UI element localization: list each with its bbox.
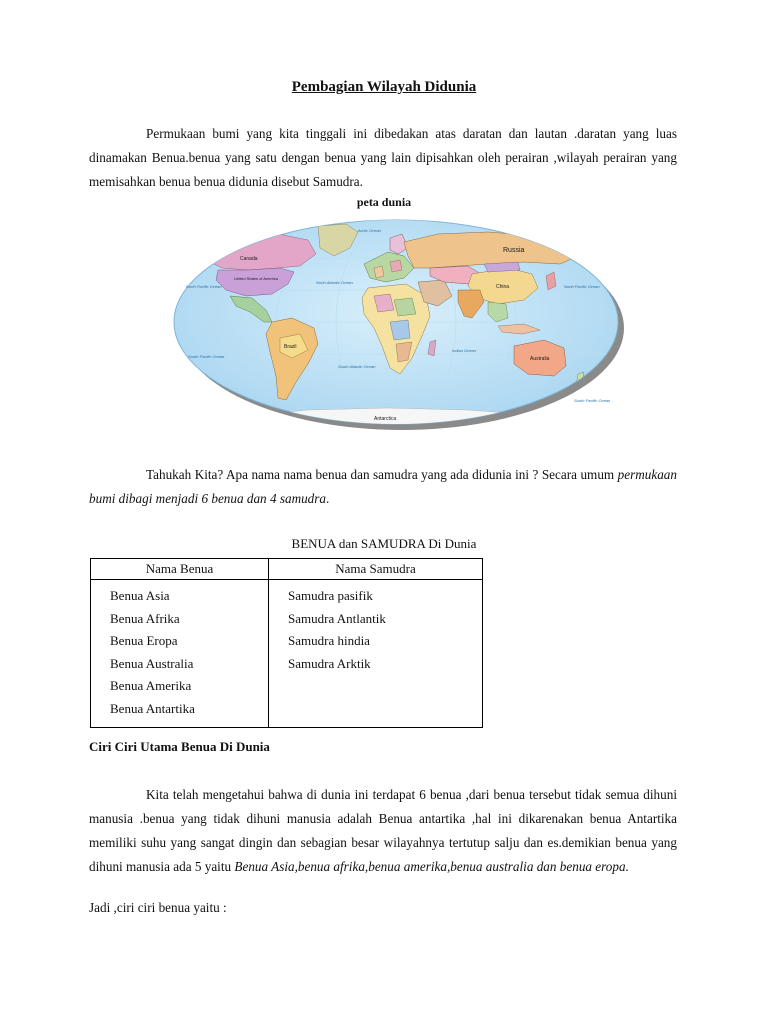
question-paragraph (89, 463, 677, 511)
map-label-china: China (496, 284, 510, 290)
list-item: Samudra Arktik (288, 655, 371, 671)
benua-cell (91, 580, 269, 728)
list-item: Benua Afrika (110, 610, 180, 626)
world-map-image (168, 218, 630, 432)
map-label-south-pacific-right: South Pacific Ocean (574, 398, 611, 403)
map-label-north-pacific-left: North Pacific Ocean (186, 284, 222, 289)
page-title: Pembagian Wilayah Didunia (291, 79, 477, 95)
body-text: Kita telah mengetahui bahwa di dunia ini terdapat 6 benua ,dari benua tersebut tidak semua dihuni manusia .benua yang tidak dihuni manusia adalah Benua antartika ,hal ini dikarenakan benua Antartika memiliki suhu yang sangat dingin dan sebagian besar wilayahnya tertutup salju dan es.demikian benua yang dihuni manusia ada 5 yaitu (89, 787, 677, 874)
map-label-antarctica: Antarctica (374, 416, 397, 422)
question-italic-text: permukaan bumi dibagi menjadi 6 benua dan 4 samudra (89, 467, 677, 506)
map-label-brazil: Brazil (284, 344, 297, 350)
table-title: BENUA dan SAMUDRA Di Dunia (291, 536, 477, 551)
map-label-north-pacific-right: North Pacific Ocean (564, 284, 600, 289)
list-item: Samudra pasifik (288, 588, 373, 603)
intro-paragraph: Permukaan bumi yang kita tinggali ini dibedakan atas daratan dan lautan .daratan yang luas dinamakan Benua.benua yang satu dengan benua yang lain dipisahkan oleh perairan ,wilayah perairan yang memisahkan benua benua didunia disebut Samudra. (89, 126, 677, 189)
russia-shape (404, 232, 578, 268)
header-nama-benua: Nama Benua (91, 559, 269, 580)
continents-oceans-table (90, 558, 483, 728)
list-item: Samudra hindia (288, 633, 370, 649)
list-item: Benua Amerika (110, 678, 192, 694)
section-heading: Ciri Ciri Utama Benua Di Dunia (89, 739, 270, 754)
closing-line: Jadi ,ciri ciri benua yaitu : (89, 900, 227, 915)
header-nama-samudra: Nama Samudra (269, 559, 483, 580)
benua-list (91, 580, 268, 727)
question-end: . (326, 491, 330, 506)
map-label-south-pacific-left: South Pacific Ocean (188, 354, 225, 359)
body-italic-text: Benua Asia,benua afrika,benua amerika,benua australia dan benua eropa. (234, 859, 629, 874)
body-paragraph (89, 783, 677, 879)
list-item: Benua Australia (110, 655, 194, 671)
map-label-south-atlantic: South Atlantic Ocean (338, 364, 376, 369)
table-row (91, 580, 483, 728)
list-item: Benua Asia (110, 588, 170, 603)
map-label-arctic: Arctic Ocean (358, 228, 381, 233)
map-label-canada: Canada (240, 256, 258, 262)
samudra-list (269, 580, 482, 681)
list-item: Samudra Antlantik (288, 610, 386, 626)
question-text: Tahukah Kita? Apa nama nama benua dan samudra yang ada didunia ini ? Secara umum (146, 467, 618, 482)
list-item: Benua Antartika (110, 700, 195, 716)
map-caption: peta dunia (356, 195, 412, 209)
world-map (168, 218, 630, 432)
map-label-usa: United States of America (234, 276, 279, 281)
canada-shape (206, 234, 316, 270)
map-label-indian: Indian Ocean (452, 348, 476, 353)
map-label-north-atlantic: North Atlantic Ocean (316, 280, 353, 285)
map-label-russia: Russia (503, 247, 525, 254)
map-label-australia: Australia (530, 356, 550, 362)
samudra-cell (269, 580, 483, 728)
list-item: Benua Eropa (110, 633, 178, 649)
table-header-row (91, 559, 483, 580)
